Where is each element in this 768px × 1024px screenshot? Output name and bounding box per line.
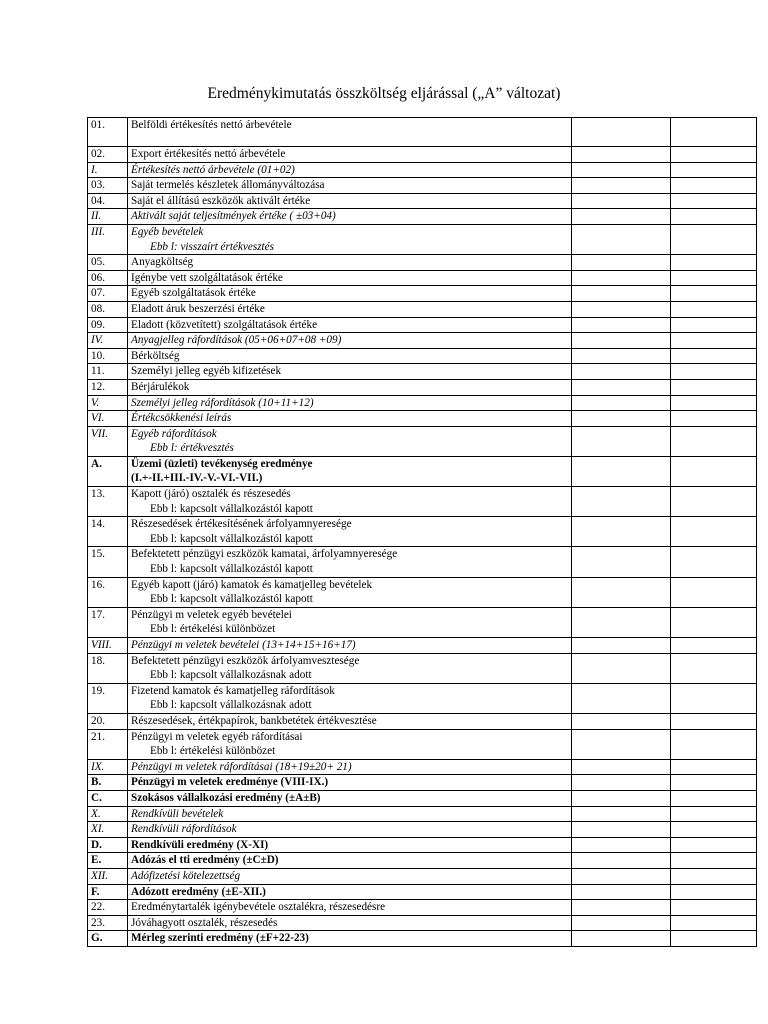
table-row	[88, 118, 757, 147]
row-code: 01.	[88, 118, 128, 147]
value-cell-2	[671, 915, 757, 931]
table-row	[88, 790, 757, 806]
row-label: Befektetett pénzügyi eszközök kamatai, árfolyamnyeresége	[131, 548, 398, 561]
value-cell-2	[671, 178, 757, 194]
value-cell-1	[572, 395, 671, 411]
value-cell-2	[671, 868, 757, 884]
table-row	[88, 607, 757, 637]
value-cell-1	[572, 775, 671, 791]
value-cell-2	[671, 775, 757, 791]
table-row	[88, 487, 757, 517]
table-row	[88, 364, 757, 380]
row-label-cell	[128, 775, 572, 791]
value-cell-1	[572, 426, 671, 456]
value-cell-1	[572, 900, 671, 916]
row-label: Egyéb szolgáltatások értéke	[131, 287, 256, 300]
row-code: VII.	[88, 426, 128, 456]
value-cell-1	[572, 270, 671, 286]
row-label: Eladott áruk beszerzési értéke	[131, 302, 265, 315]
row-code: 22.	[88, 900, 128, 916]
value-cell-2	[671, 931, 757, 947]
value-cell-2	[671, 209, 757, 225]
row-label-cell	[128, 147, 572, 163]
row-label-cell	[128, 729, 572, 759]
value-cell-2	[671, 759, 757, 775]
row-code: 03.	[88, 178, 128, 194]
value-cell-2	[671, 822, 757, 838]
table-row	[88, 837, 757, 853]
value-cell-2	[671, 395, 757, 411]
row-sublabel: Ebb l: kapcsolt vállalkozástól kapott	[150, 502, 313, 515]
value-cell-1	[572, 683, 671, 713]
value-cell-2	[671, 900, 757, 916]
row-code: 07.	[88, 286, 128, 302]
row-code: 05.	[88, 255, 128, 271]
value-cell-1	[572, 822, 671, 838]
row-label-cell	[128, 118, 572, 147]
table-row	[88, 653, 757, 683]
table-row	[88, 775, 757, 791]
row-label-cell	[128, 607, 572, 637]
row-label-cell	[128, 224, 572, 254]
row-label-cell	[128, 517, 572, 547]
table-row	[88, 868, 757, 884]
row-label-cell	[128, 286, 572, 302]
row-code: 11.	[88, 364, 128, 380]
row-code: I.	[88, 162, 128, 178]
row-label: Jóváhagyott osztalék, részesedés	[131, 916, 278, 929]
table-row	[88, 729, 757, 759]
row-label-cell	[128, 900, 572, 916]
value-cell-2	[671, 348, 757, 364]
row-label: Pénzügyi m veletek bevételei (13+14+15+16+17)	[131, 639, 356, 651]
table-row	[88, 333, 757, 349]
row-label: Anyagjelleg ráfordítások (05+06+07+08 +09)	[131, 334, 342, 347]
table-row	[88, 426, 757, 456]
row-label-cell	[128, 713, 572, 729]
value-cell-1	[572, 411, 671, 427]
row-label-cell	[128, 426, 572, 456]
row-code: 19.	[88, 683, 128, 713]
value-cell-2	[671, 837, 757, 853]
row-code: XII.	[88, 868, 128, 884]
row-code: 17.	[88, 607, 128, 637]
value-cell-2	[671, 713, 757, 729]
row-sublabel: Ebb l: kapcsolt vállalkozásnak adott	[150, 699, 312, 712]
row-label-cell	[128, 853, 572, 869]
row-label: Rendkívüli bevételek	[131, 807, 224, 820]
value-cell-2	[671, 333, 757, 349]
table-row	[88, 178, 757, 194]
row-label: Adózott eredmény (±E-XII.)	[131, 885, 266, 898]
row-sublabel: Ebb l: kapcsolt vállalkozástól kapott	[150, 593, 313, 606]
value-cell-1	[572, 806, 671, 822]
value-cell-2	[671, 364, 757, 380]
value-cell-2	[671, 193, 757, 209]
row-label-cell	[128, 333, 572, 349]
row-label-cell	[128, 178, 572, 194]
value-cell-2	[671, 806, 757, 822]
row-code: 09.	[88, 317, 128, 333]
value-cell-1	[572, 379, 671, 395]
row-code: 06.	[88, 270, 128, 286]
row-label: Anyagköltség	[131, 256, 194, 269]
value-cell-1	[572, 915, 671, 931]
row-label: Részesedések, értékpapírok, bankbetétek értékvesztése	[131, 714, 377, 727]
value-cell-1	[572, 931, 671, 947]
value-cell-1	[572, 456, 671, 486]
row-code: X.	[88, 806, 128, 822]
row-label-cell	[128, 822, 572, 838]
table-row	[88, 638, 757, 654]
row-code: 13.	[88, 487, 128, 517]
value-cell-2	[671, 790, 757, 806]
row-label: Értékcsökkenési leírás	[131, 412, 232, 425]
row-code: C.	[88, 790, 128, 806]
table-row	[88, 270, 757, 286]
value-cell-1	[572, 577, 671, 607]
row-code: 18.	[88, 653, 128, 683]
row-code: 08.	[88, 301, 128, 317]
table-row	[88, 348, 757, 364]
row-label: Egyéb ráfordítások	[131, 427, 217, 440]
row-label-cell	[128, 547, 572, 577]
row-label-cell	[128, 759, 572, 775]
value-cell-1	[572, 653, 671, 683]
row-label: Adófizetési kötelezettség	[131, 869, 241, 882]
value-cell-1	[572, 209, 671, 225]
table-row	[88, 517, 757, 547]
row-label: Aktivált saját teljesítmények értéke ( ±03+04)	[131, 210, 336, 223]
table-row	[88, 683, 757, 713]
row-label-cell	[128, 837, 572, 853]
row-label: Igénybe vett szolgáltatások értéke	[131, 271, 283, 284]
row-code: E.	[88, 853, 128, 869]
value-cell-2	[671, 577, 757, 607]
row-label-cell	[128, 456, 572, 486]
table-row	[88, 209, 757, 225]
row-label: Bérjárulékok	[131, 380, 190, 393]
value-cell-1	[572, 178, 671, 194]
row-label: Szokásos vállalkozási eredmény (±A±B)	[131, 791, 321, 804]
value-cell-2	[671, 729, 757, 759]
row-label: Rendkívüli eredmény (X-XI)	[131, 838, 269, 851]
row-label-cell	[128, 683, 572, 713]
value-cell-2	[671, 456, 757, 486]
value-cell-1	[572, 224, 671, 254]
row-label: Kapott (járó) osztalék és részesedés	[131, 488, 291, 501]
table-row	[88, 547, 757, 577]
row-code: 16.	[88, 577, 128, 607]
row-sublabel: Ebb l: kapcsolt vállalkozástól kapott	[150, 563, 313, 576]
value-cell-1	[572, 348, 671, 364]
row-label: Belföldi értékesítés nettó árbevétele	[131, 119, 292, 131]
value-cell-2	[671, 683, 757, 713]
row-label: Fizetend kamatok és kamatjelleg ráfordítások	[131, 684, 335, 697]
value-cell-1	[572, 517, 671, 547]
row-code: A.	[88, 456, 128, 486]
value-cell-1	[572, 255, 671, 271]
row-label-cell	[128, 931, 572, 947]
row-label: Pénzügyi m veletek eredménye (VIII-IX.)	[131, 776, 329, 789]
value-cell-2	[671, 147, 757, 163]
value-cell-2	[671, 379, 757, 395]
row-code: 02.	[88, 147, 128, 163]
table-row	[88, 822, 757, 838]
value-cell-1	[572, 118, 671, 147]
table-row	[88, 379, 757, 395]
row-code: 12.	[88, 379, 128, 395]
table-row	[88, 411, 757, 427]
row-label-cell	[128, 379, 572, 395]
row-label: Részesedések értékesítésének árfolyamnyeresége	[131, 518, 352, 531]
value-cell-1	[572, 759, 671, 775]
row-label-cell	[128, 209, 572, 225]
row-code: 04.	[88, 193, 128, 209]
value-cell-1	[572, 868, 671, 884]
table-row	[88, 915, 757, 931]
row-code: 15.	[88, 547, 128, 577]
table-row	[88, 255, 757, 271]
row-label: Saját termelés készletek állományváltozása	[131, 179, 325, 192]
row-sublabel: Ebb l: visszaírt értékvesztés	[150, 240, 274, 253]
row-code: B.	[88, 775, 128, 791]
table-row	[88, 931, 757, 947]
table-row	[88, 713, 757, 729]
value-cell-2	[671, 162, 757, 178]
document-title: Eredménykimutatás összköltség eljárással („A” változat)	[207, 85, 561, 102]
table-row	[88, 806, 757, 822]
row-code: 21.	[88, 729, 128, 759]
row-code: VI.	[88, 411, 128, 427]
table-row	[88, 301, 757, 317]
value-cell-2	[671, 487, 757, 517]
row-label: Értékesítés nettó árbevétele (01+02)	[131, 163, 295, 176]
row-label-cell	[128, 806, 572, 822]
row-code: IX.	[88, 759, 128, 775]
row-sublabel: Ebb l: értékelési különbözet	[150, 623, 276, 636]
row-code: F.	[88, 884, 128, 900]
row-label-cell	[128, 638, 572, 654]
row-label-cell	[128, 487, 572, 517]
row-label: Rendkívüli ráfordítások	[131, 823, 237, 836]
table-row	[88, 900, 757, 916]
value-cell-2	[671, 270, 757, 286]
table-row	[88, 395, 757, 411]
value-cell-1	[572, 301, 671, 317]
row-label-cell	[128, 255, 572, 271]
value-cell-2	[671, 517, 757, 547]
row-label: Saját el állítású eszközök aktivált értéke	[131, 194, 311, 207]
table-row	[88, 317, 757, 333]
row-code: 20.	[88, 713, 128, 729]
row-code: 14.	[88, 517, 128, 547]
table-row	[88, 147, 757, 163]
value-cell-1	[572, 487, 671, 517]
row-label-cell	[128, 411, 572, 427]
value-cell-1	[572, 790, 671, 806]
value-cell-1	[572, 853, 671, 869]
row-label: Eladott (közvetített) szolgáltatások értéke	[131, 318, 318, 331]
row-label: Pénzügyi m veletek egyéb bevételei	[131, 608, 292, 621]
row-label-cell	[128, 317, 572, 333]
row-label-cell	[128, 915, 572, 931]
income-statement-table	[87, 117, 757, 947]
row-sublabel: Ebb l: kapcsolt vállalkozásnak adott	[150, 669, 312, 682]
value-cell-1	[572, 607, 671, 637]
value-cell-1	[572, 333, 671, 349]
value-cell-2	[671, 118, 757, 147]
value-cell-1	[572, 638, 671, 654]
row-label-cell	[128, 868, 572, 884]
value-cell-1	[572, 193, 671, 209]
row-label-cell	[128, 395, 572, 411]
value-cell-2	[671, 653, 757, 683]
value-cell-1	[572, 837, 671, 853]
row-label: Egyéb bevételek	[131, 225, 204, 238]
value-cell-2	[671, 853, 757, 869]
value-cell-2	[671, 547, 757, 577]
row-code: IV.	[88, 333, 128, 349]
row-sublabel: Ebb l: kapcsolt vállalkozástól kapott	[150, 532, 313, 545]
row-label: Eredménytartalék igénybevétele osztalékra, részesedésre	[131, 901, 386, 914]
row-sublabel: Ebb l: értékvesztés	[150, 442, 234, 455]
row-code: 23.	[88, 915, 128, 931]
row-label-cell	[128, 884, 572, 900]
row-label-cell	[128, 790, 572, 806]
value-cell-2	[671, 317, 757, 333]
value-cell-1	[572, 317, 671, 333]
row-code: 10.	[88, 348, 128, 364]
row-label: Személyi jelleg ráfordítások (10+11+12)	[131, 396, 314, 409]
value-cell-2	[671, 224, 757, 254]
row-label: Mérleg szerinti eredmény (±F+22-23)	[131, 932, 309, 945]
row-label-cell	[128, 364, 572, 380]
value-cell-1	[572, 286, 671, 302]
value-cell-1	[572, 729, 671, 759]
row-label: Befektetett pénzügyi eszközök árfolyamveszteségе	[131, 654, 360, 667]
row-code: II.	[88, 209, 128, 225]
value-cell-2	[671, 426, 757, 456]
row-label: Adózás el tti eredmény (±C±D)	[131, 854, 279, 867]
row-label: Üzemi (üzleti) tevékenység eredménye	[131, 457, 313, 470]
table-row	[88, 577, 757, 607]
value-cell-2	[671, 255, 757, 271]
row-label-cell	[128, 301, 572, 317]
row-label-cell	[128, 193, 572, 209]
table-row	[88, 162, 757, 178]
value-cell-2	[671, 884, 757, 900]
value-cell-1	[572, 162, 671, 178]
row-label: Személyi jelleg egyéb kifizetések	[131, 365, 282, 378]
row-label-cell	[128, 577, 572, 607]
row-label-cell	[128, 653, 572, 683]
value-cell-2	[671, 411, 757, 427]
value-cell-1	[572, 364, 671, 380]
row-code: III.	[88, 224, 128, 254]
table-row	[88, 456, 757, 486]
row-label: Bérköltség	[131, 349, 180, 362]
row-code: VIII.	[88, 638, 128, 654]
row-label: Export értékesítés nettó árbevétele	[131, 148, 286, 160]
row-label-cell	[128, 348, 572, 364]
row-code: V.	[88, 395, 128, 411]
row-code: D.	[88, 837, 128, 853]
table-row	[88, 853, 757, 869]
row-sublabel: Ebb l: értékelési különbözet	[150, 745, 276, 758]
table-row	[88, 224, 757, 254]
table-row	[88, 193, 757, 209]
row-code: G.	[88, 931, 128, 947]
row-label: Pénzügyi m veletek ráfordításai (18+19±20+ 21)	[131, 760, 352, 773]
value-cell-1	[572, 884, 671, 900]
table-row	[88, 759, 757, 775]
table-row	[88, 884, 757, 900]
value-cell-1	[572, 547, 671, 577]
row-sublabel: (I.+-II.+III.-IV.-V.-VI.-VII.)	[131, 472, 263, 485]
value-cell-2	[671, 301, 757, 317]
value-cell-2	[671, 638, 757, 654]
row-label-cell	[128, 162, 572, 178]
row-label: Pénzügyi m veletek egyéb ráfordításai	[131, 730, 303, 743]
row-label: Egyéb kapott (járó) kamatok és kamatjelleg bevételek	[131, 578, 373, 591]
value-cell-1	[572, 147, 671, 163]
row-code: XI.	[88, 822, 128, 838]
table-row	[88, 286, 757, 302]
row-label-cell	[128, 270, 572, 286]
value-cell-2	[671, 286, 757, 302]
value-cell-1	[572, 713, 671, 729]
value-cell-2	[671, 607, 757, 637]
